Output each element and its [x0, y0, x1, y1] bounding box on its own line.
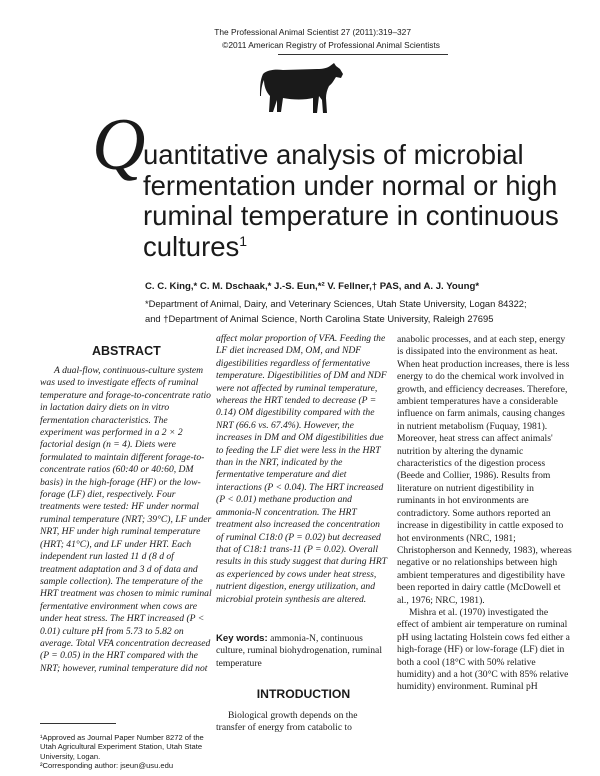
copyright-notice: ©2011 American Registry of Professional Animal Scientists — [222, 40, 440, 50]
keywords-label: Key words: — [216, 633, 268, 644]
affiliation-2: and †Department of Animal Science, North Carolina State University, Raleigh 27695 — [145, 313, 494, 324]
affiliation-1: *Department of Animal, Dairy, and Veterinary Sciences, Utah State University, Logan 84322; — [145, 298, 527, 309]
keywords — [216, 633, 391, 670]
title-dropcap: Q — [92, 104, 146, 186]
article-title-text: uantitative analysis of microbial fermentation under normal or high ruminal temperature in continuous cultures — [143, 139, 559, 262]
article-title — [143, 140, 563, 262]
keywords-text: ammonia-N, continuous culture, ruminal biohydrogenation, ruminal temperature — [216, 633, 382, 669]
cow-logo-icon — [255, 60, 345, 118]
abstract-text-col1: A dual-flow, continuous-culture system was used to investigate effects of ruminal temperature and forage-to-concentrate ratio in lactation dairy diets on in vitro fermentation characteristics. The experiment was performed in a 2 × 2 factorial design (n = 4). Diets were formulated to maintain different forage-to-concentrate ratios (60:40 or 40:60, DM basis) in the high-forage (HF) or the low-forage (LF) diet, respectively. Four treatments were tested: HF under normal ruminal temperature (NRT; 39°C), LF under NRT, HF under high ruminal temperature (HRT; 41°C), and LF under HRT. Each independent run lasted 11 d (8 d of treatment adaptation and 3 d of data and sample collection). The temperature of the HRT treatment was chosen to mimic ruminal fermentative environment when cows are under heat stress. The HRT increased (P < 0.01) culture pH from 5.73 to 5.82 on average. Total VFA concentration decreased (P = 0.05) in the HRT compared with the NRT; however, ruminal temperature did not — [40, 365, 212, 674]
footnote-2: ²Corresponding author: jseun@usu.edu — [40, 761, 174, 771]
title-footnote-mark: 1 — [239, 232, 248, 249]
author-list: C. C. King,* C. M. Dschaak,* J.-S. Eun,*² V. Fellner,† PAS, and A. J. Young* — [145, 281, 480, 292]
footnote-1: ¹Approved as Journal Paper Number 8272 of the Utah Agricultural Experiment Station, Utah State University, Logan. — [40, 733, 204, 761]
footnote-divider — [40, 723, 116, 724]
introduction-text: Biological growth depends on the transfer of energy from catabolic to — [216, 710, 358, 734]
header-divider — [278, 54, 448, 55]
introduction-heading: INTRODUCTION — [256, 687, 351, 701]
body-paragraph: anabolic processes, and at each step, energy is dissipated into the environment as heat. When heat production increases, there is less energy to do the chemical work involved in growth, and efficiency decreases. Therefore, ambient temperatures have a considerable influence on farm animals, causing changes in nutrient metabolism (Fuquay, 1981). Moreover, heat stress can affect animals' nutrition by altering the dynamic characteristics of the digestion process (Beede and Collier, 1986). Results from literature on nutrient digestibility in ruminants in hot environments are contradictory. Some authors reported an increase in digestibility in cattle exposed to hot environments (NRC, 1981; Christopherson and Kennedy, 1983), whereas negative or no relationships between high ambient temperatures and digestibility have been reported in dairy cattle (McDowell et al., 1976; NRC, 1981). — [397, 334, 572, 606]
abstract-text-col2: affect molar proportion of VFA. Feeding the LF diet increased DM, OM, and NDF digestibilities regardless of fermentative temperature. Digestibilities of DM and NDF were not affected by ruminal temperature, whereas the HRT tended to decrease (P = 0.14) OM digestibility compared with the NRT (66.6 vs. 67.4%). However, the increases in DM and OM digestibilities due to feeding the LF diet were less in the HRT than in the NRT, indicated by the fermentative temperature and diet interactions (P < 0.04). The HRT increased (P < 0.01) methane production and ammonia-N concentration. The HRT treatment also increased the concentration of ruminal C18:0 (P = 0.02) but decreased that of C18:1 trans-11 (P = 0.02). Overall results in this study suggest that during HRT as experienced by cows under heat stress, nutrient digestion, energy utilization, and microbial protein synthesis are altered. — [216, 333, 387, 605]
body-paragraph: Mishra et al. (1970) investigated the effect of ambient air temperature on ruminal pH using lactating Holstein cows fed either a high-forage (HF) or low-forage (LF) diet in both a cool (18°C with 50% relative humidity) and a hot (30°C with 85% relative humidity) environment. Ruminal pH — [397, 606, 570, 693]
journal-citation: The Professional Animal Scientist 27 (2011):319–327 — [214, 27, 411, 37]
abstract-heading: ABSTRACT — [92, 344, 161, 358]
body-text-col3 — [397, 334, 572, 694]
footnotes — [40, 733, 212, 771]
